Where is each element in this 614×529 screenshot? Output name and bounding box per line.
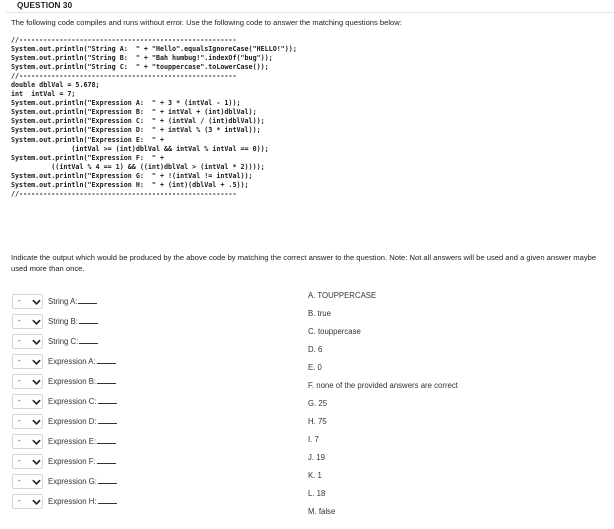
code-block (11, 36, 297, 199)
answer-blank (79, 336, 98, 344)
matching-label-text: String C: (48, 337, 79, 346)
selected-value: - (18, 336, 21, 345)
matching-row (12, 494, 302, 510)
selected-value: - (18, 376, 21, 385)
matching-label (48, 496, 117, 506)
chevron-down-icon (32, 378, 41, 386)
answer-blank (78, 296, 97, 304)
answer-blank (98, 496, 117, 504)
answer-blank (97, 436, 116, 444)
matching-label (48, 396, 117, 406)
answer-option: D. 6 (308, 345, 323, 354)
answer-select[interactable] (12, 354, 43, 369)
code-line: System.out.println("Expression B: " + intVal + (int)dblVal); (11, 108, 257, 117)
matching-label (48, 456, 116, 466)
matching-label-text: Expression E: (48, 437, 97, 446)
answer-option: K. 1 (308, 471, 322, 480)
answer-select[interactable] (12, 434, 43, 449)
code-line: //------------------------------------------------------ (11, 189, 237, 198)
chevron-down-icon (32, 298, 41, 306)
code-line: System.out.println("Expression C: " + (intVal / (int)dblVal)); (11, 117, 265, 126)
answer-option: J. 19 (308, 453, 325, 462)
answer-option: E. 0 (308, 363, 322, 372)
matching-label (48, 296, 97, 306)
answer-option: G. 25 (308, 399, 328, 408)
selected-value: - (18, 456, 21, 465)
code-line: System.out.println("Expression G: " + !(intVal != intVal)); (11, 171, 253, 180)
matching-label-text: Expression B: (48, 377, 97, 386)
chevron-down-icon (32, 318, 41, 326)
matching-label-text: Expression H: (48, 497, 97, 506)
matching-label (48, 436, 116, 446)
matching-row (12, 374, 302, 390)
code-line: System.out.println("String A: " + "Hello".equalsIgnoreCase("HELLO!")); (11, 45, 297, 54)
answer-select[interactable] (12, 294, 43, 309)
answer-option: I. 7 (308, 435, 319, 444)
answer-blank (79, 316, 98, 324)
answer-blank (97, 356, 116, 364)
question-header (6, 0, 614, 13)
answer-option: L. 18 (308, 489, 326, 498)
matching-label-text: Expression A: (48, 357, 96, 366)
code-line: int intVal = 7; (11, 90, 76, 99)
answer-option: B. true (308, 309, 331, 318)
matching-row (12, 394, 302, 410)
answer-select[interactable] (12, 474, 43, 489)
answer-select[interactable] (12, 374, 43, 389)
selected-value: - (18, 396, 21, 405)
answer-select[interactable] (12, 394, 43, 409)
answer-select[interactable] (12, 414, 43, 429)
matching-row (12, 314, 302, 330)
answer-select[interactable] (12, 494, 43, 509)
selected-value: - (18, 316, 21, 325)
matching-label (48, 476, 117, 486)
answer-blank (98, 416, 117, 424)
answer-blank (98, 396, 117, 404)
answer-option: C. touppercase (308, 327, 361, 336)
selected-value: - (18, 436, 21, 445)
answer-blank (97, 456, 116, 464)
chevron-down-icon (32, 398, 41, 406)
answer-option: A. TOUPPERCASE (308, 291, 377, 300)
code-line: //------------------------------------------------------ (11, 72, 237, 81)
code-line: System.out.println("Expression D: " + intVal % (3 * intVal)); (11, 126, 261, 135)
matching-row (12, 474, 302, 490)
code-line: System.out.println("Expression E: " + (11, 135, 164, 144)
matching-label-text: String A: (48, 297, 78, 306)
matching-instructions: Indicate the output which would be produced by the above code by matching the correct answer to the question. Note: Not all answers will be used and a given answer maybe used more than once. (11, 253, 597, 273)
matching-label-text: Expression C: (48, 397, 97, 406)
matching-label (48, 356, 116, 366)
selected-value: - (18, 496, 21, 505)
answer-select[interactable] (12, 314, 43, 329)
code-line: double dblVal = 5.678; (11, 81, 100, 90)
selected-value: - (18, 356, 21, 365)
code-line: System.out.println("String B: " + "Bah humbug!".indexOf("bug")); (11, 54, 273, 63)
code-line: //------------------------------------------------------ (11, 36, 237, 44)
answer-blank (98, 476, 117, 484)
code-line: System.out.println("Expression H: " + (int)(dblVal + .5)); (11, 180, 249, 189)
chevron-down-icon (32, 458, 41, 466)
matching-row (12, 434, 302, 450)
question-title: QUESTION 30 (17, 1, 73, 10)
answer-blank (97, 376, 116, 384)
code-line: ((intVal % 4 == 1) && ((int)dblVal > (intVal * 2)))); (11, 162, 265, 171)
answer-option: M. false (308, 507, 336, 516)
question-prompt: The following code compiles and runs without error. Use the following code to answer the matching questions below: (11, 18, 402, 27)
chevron-down-icon (32, 418, 41, 426)
matching-label-text: Expression D: (48, 417, 97, 426)
matching-label (48, 336, 98, 346)
answer-select[interactable] (12, 334, 43, 349)
chevron-down-icon (32, 438, 41, 446)
chevron-down-icon (32, 358, 41, 366)
code-line: System.out.println("String C: " + "touppercase".toLowerCase()); (11, 63, 269, 72)
answer-option: H. 75 (308, 417, 327, 426)
selected-value: - (18, 416, 21, 425)
code-line: System.out.println("Expression A: " + 3 * (intVal - 1)); (11, 99, 241, 108)
matching-row (12, 334, 302, 350)
code-line: (intVal >= (int)dblVal && intVal % intVal == 0)); (11, 144, 269, 153)
matching-row (12, 294, 302, 310)
selected-value: - (18, 296, 21, 305)
matching-label-text: Expression G: (48, 477, 97, 486)
chevron-down-icon (32, 498, 41, 506)
chevron-down-icon (32, 338, 41, 346)
code-line: System.out.println("Expression F: " + (11, 153, 164, 162)
answer-option: F. none of the provided answers are correct (308, 381, 458, 390)
matching-label (48, 316, 98, 326)
chevron-down-icon (32, 478, 41, 486)
matching-label-text: Expression F: (48, 457, 96, 466)
matching-row (12, 354, 302, 370)
selected-value: - (18, 476, 21, 485)
matching-row (12, 454, 302, 470)
matching-label-text: String B: (48, 317, 78, 326)
matching-label (48, 376, 116, 386)
matching-row (12, 414, 302, 430)
answer-select[interactable] (12, 454, 43, 469)
matching-label (48, 416, 117, 426)
